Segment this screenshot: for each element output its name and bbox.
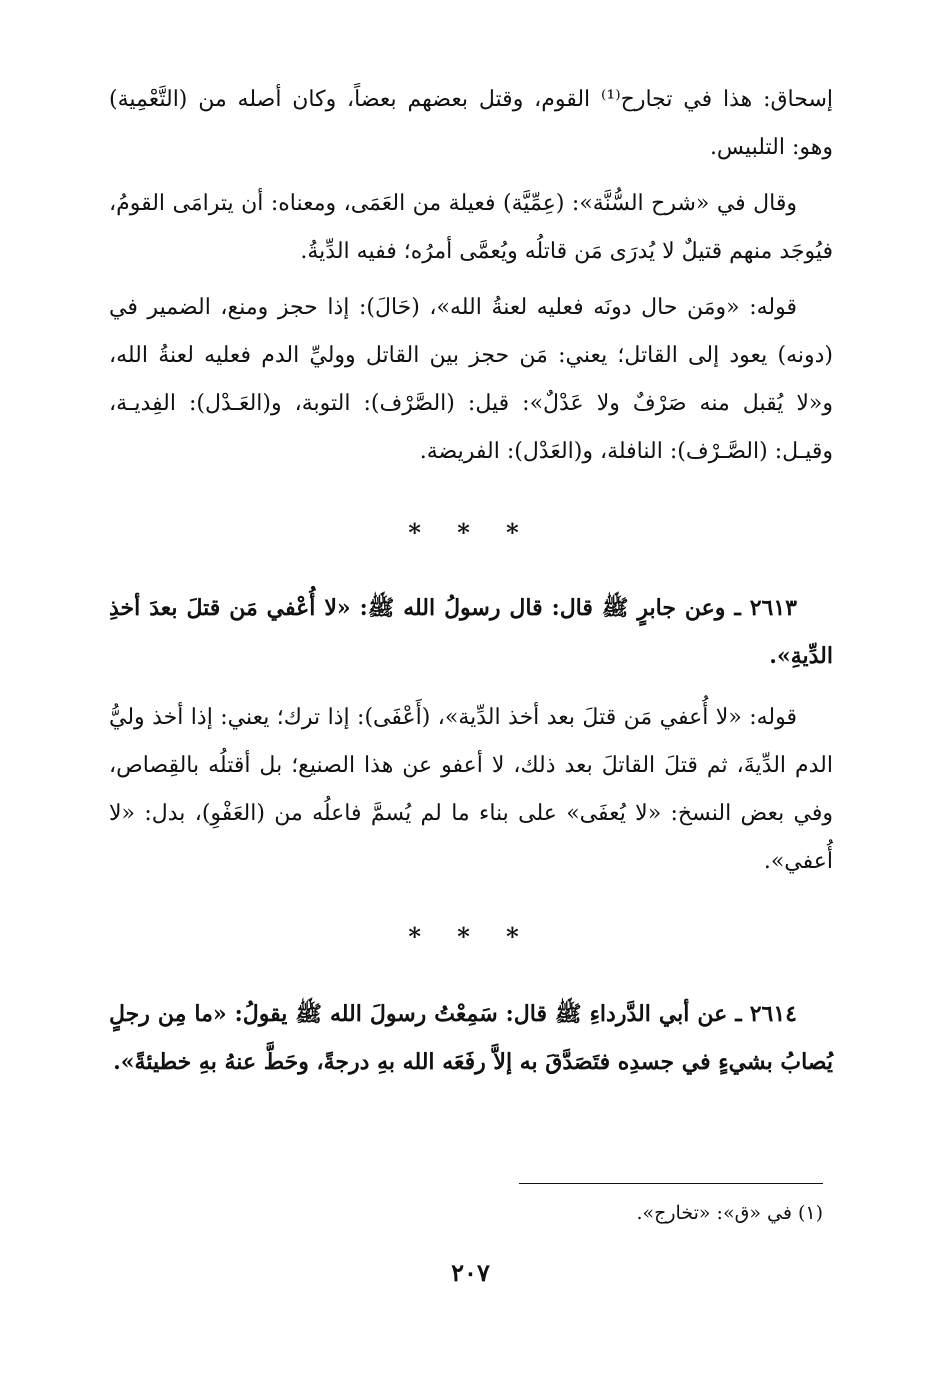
hadith-block-2613 xyxy=(109,584,833,886)
section-separator-1: * * * xyxy=(408,518,533,547)
hadith-2613: ٢٦١٣ ـ وعن جابرٍ ﷺ قال: قال رسولُ الله ﷺ: «لا أُعْفي مَن قتلَ بعدَ أخذِ الدِّيةِ». xyxy=(109,595,833,669)
commentary-block-1 xyxy=(109,76,833,476)
paragraph-ishaq: إسحاق: هذا في تجارح⁽¹⁾ القوم، وقتل بعضهم بعضاً، وكان أصله من (التَّعْمِية) وهو: التلبيس. xyxy=(109,87,833,160)
paragraph-sharh-sunna: وقال في «شرح السُّنَّة»: (عِمِّيَّة) فعيلة من العَمَى، ومعناه: أن يترامَى القومُ، فيُوجَد منهم قتيلٌ لا يُدرَى مَن قاتلُه ويُعمَّى أمرُه؛ ففيه الدِّيةُ. xyxy=(109,191,833,264)
paragraph-qawluhu-hal: قوله: «ومَن حال دونَه فعليه لعنةُ الله»، (حَالَ): إذا حجز ومنع، الضمير في (دونه) يعود إلى القاتل؛ يعني: مَن حجز بين القاتل ووليِّ الدم فعليه لعنةُ الله، و«لا يُقبل منه صَرْفٌ ولا عَدْلٌ»: قيل: (الصَّرْف): التوبة، و(العَـدْل): الفِديـة، وقيـل: (الصَّـرْف): النافلة، و(العَدْل): الفريضة. xyxy=(109,295,833,464)
paragraph-qawluhu-uafi: قوله: «لا أُعفي مَن قتلَ بعد أخذ الدِّية»، (أَعْفَى): إذا ترك؛ يعني: إذا أخذ وليُّ الدم الدِّيةَ، ثم قتلَ القاتلَ بعد ذلك، لا أعفو عن هذا الصنيع؛ بل أقتلُه بالقِصاص، وفي بعض النسخ: «لا يُعفَى» على بناء ما لم يُسمَّ فاعلُه من (العَفْوِ)، بدل: «لا أُعفي». xyxy=(109,705,833,874)
hadith-block-2614 xyxy=(109,990,833,1086)
page-number: ٢٠٧ xyxy=(451,1258,490,1287)
section-separator-2: * * * xyxy=(408,922,533,951)
footnote-divider xyxy=(519,1183,823,1184)
hadith-2614: ٢٦١٤ ـ عن أبي الدَّرداءِ ﷺ قال: سَمِعْتُ رسولَ الله ﷺ يقولُ: «ما مِن رجلٍ يُصابُ بشيءٍ في جسدِه فتَصَدَّقَ به إلاَّ رفَعَه الله بهِ درجةً، وحَطَّ عنهُ بهِ خطيئةً». xyxy=(109,1001,833,1075)
footnote-1: (١) في «ق»: «تخارج». xyxy=(636,1202,823,1224)
